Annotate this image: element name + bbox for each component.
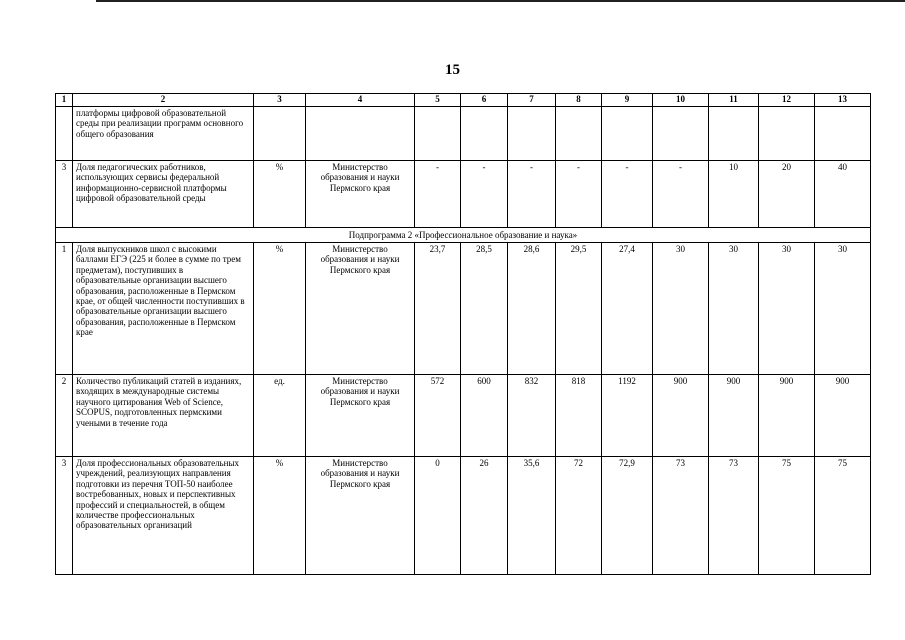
value-cell: 26: [461, 457, 508, 575]
value-cell: 900: [709, 375, 759, 457]
value-cell: [461, 107, 508, 161]
header-cell: 2: [73, 94, 254, 107]
value-cell: 35,6: [508, 457, 556, 575]
value-cell: -: [508, 161, 556, 228]
value-cell: 72: [556, 457, 602, 575]
value-cell: 30: [815, 243, 871, 375]
value-cell: 73: [653, 457, 709, 575]
value-cell: 0: [415, 457, 461, 575]
header-cell: 11: [709, 94, 759, 107]
row-number: 3: [56, 161, 73, 228]
value-cell: 75: [759, 457, 815, 575]
indicator-name: Количество публикаций статей в изданиях, входящих в международные системы научного цитирования Web of Science, SCOPUS, подготовленных пермскими учеными в течение года: [73, 375, 254, 457]
subprogram-row: [56, 228, 871, 243]
header-cell: 3: [254, 94, 306, 107]
table-row-continuation: [56, 107, 871, 161]
value-cell: 30: [759, 243, 815, 375]
table-row: [56, 243, 871, 375]
value-cell: 1192: [602, 375, 653, 457]
unit-cell: %: [254, 161, 306, 228]
org-cell: Министерство образования и науки Пермского края: [306, 375, 415, 457]
value-cell: 900: [759, 375, 815, 457]
value-cell: [653, 107, 709, 161]
value-cell: 20: [759, 161, 815, 228]
value-cell: 818: [556, 375, 602, 457]
org-cell: Министерство образования и науки Пермского края: [306, 243, 415, 375]
row-number: 3: [56, 457, 73, 575]
unit-cell: [254, 107, 306, 161]
indicator-name: Доля выпускников школ с высокими баллами ЕГЭ (225 и более в сумме по трем предметам), поступивших в образовательные организации высшего образования, расположенные в Пермском крае, от общей численности поступивших в образовательные организации высшего образования, расположенные в Пермском крае: [73, 243, 254, 375]
header-cell: 13: [815, 94, 871, 107]
value-cell: 72,9: [602, 457, 653, 575]
value-cell: 30: [709, 243, 759, 375]
value-cell: -: [415, 161, 461, 228]
indicator-name: Доля педагогических работников, использующих сервисы федеральной информационно-сервисной платформы цифровой образовательной среды: [73, 161, 254, 228]
value-cell: 900: [815, 375, 871, 457]
indicator-name: платформы цифровой образовательной среды при реализации программ основного общего образования: [73, 107, 254, 161]
value-cell: 27,4: [602, 243, 653, 375]
value-cell: [759, 107, 815, 161]
value-cell: -: [556, 161, 602, 228]
row-number: 1: [56, 243, 73, 375]
value-cell: 30: [653, 243, 709, 375]
header-cell: 7: [508, 94, 556, 107]
org-cell: Министерство образования и науки Пермского края: [306, 457, 415, 575]
value-cell: [602, 107, 653, 161]
header-cell: 5: [415, 94, 461, 107]
value-cell: [815, 107, 871, 161]
value-cell: 73: [709, 457, 759, 575]
unit-cell: %: [254, 243, 306, 375]
row-number: [56, 107, 73, 161]
table-row: [56, 457, 871, 575]
org-cell: Министерство образования и науки Пермского края: [306, 161, 415, 228]
value-cell: 28,6: [508, 243, 556, 375]
table-header-row: [56, 94, 871, 107]
page-number: 15: [445, 62, 460, 78]
org-cell: [306, 107, 415, 161]
value-cell: 832: [508, 375, 556, 457]
header-cell: 12: [759, 94, 815, 107]
value-cell: -: [602, 161, 653, 228]
value-cell: 572: [415, 375, 461, 457]
value-cell: 29,5: [556, 243, 602, 375]
value-cell: 75: [815, 457, 871, 575]
value-cell: 600: [461, 375, 508, 457]
value-cell: [709, 107, 759, 161]
value-cell: [415, 107, 461, 161]
header-cell: 1: [56, 94, 73, 107]
value-cell: 28,5: [461, 243, 508, 375]
scan-edge-line: [96, 0, 905, 2]
value-cell: 900: [653, 375, 709, 457]
value-cell: 10: [709, 161, 759, 228]
value-cell: 23,7: [415, 243, 461, 375]
table-row: [56, 375, 871, 457]
unit-cell: ед.: [254, 375, 306, 457]
header-cell: 8: [556, 94, 602, 107]
unit-cell: %: [254, 457, 306, 575]
indicator-name: Доля профессиональных образовательных учреждений, реализующих направления подготовки из перечня ТОП-50 наиболее востребованных, новых и перспективных профессий и специальностей, в общем количестве профессиональных образовательных организаций: [73, 457, 254, 575]
value-cell: 40: [815, 161, 871, 228]
value-cell: -: [653, 161, 709, 228]
indicators-table: [55, 93, 871, 575]
table-row: [56, 161, 871, 228]
value-cell: [508, 107, 556, 161]
header-cell: 4: [306, 94, 415, 107]
value-cell: -: [461, 161, 508, 228]
header-cell: 6: [461, 94, 508, 107]
value-cell: [556, 107, 602, 161]
row-number: 2: [56, 375, 73, 457]
subprogram-title: Подпрограмма 2 «Профессиональное образование и наука»: [56, 228, 871, 243]
header-cell: 9: [602, 94, 653, 107]
header-cell: 10: [653, 94, 709, 107]
